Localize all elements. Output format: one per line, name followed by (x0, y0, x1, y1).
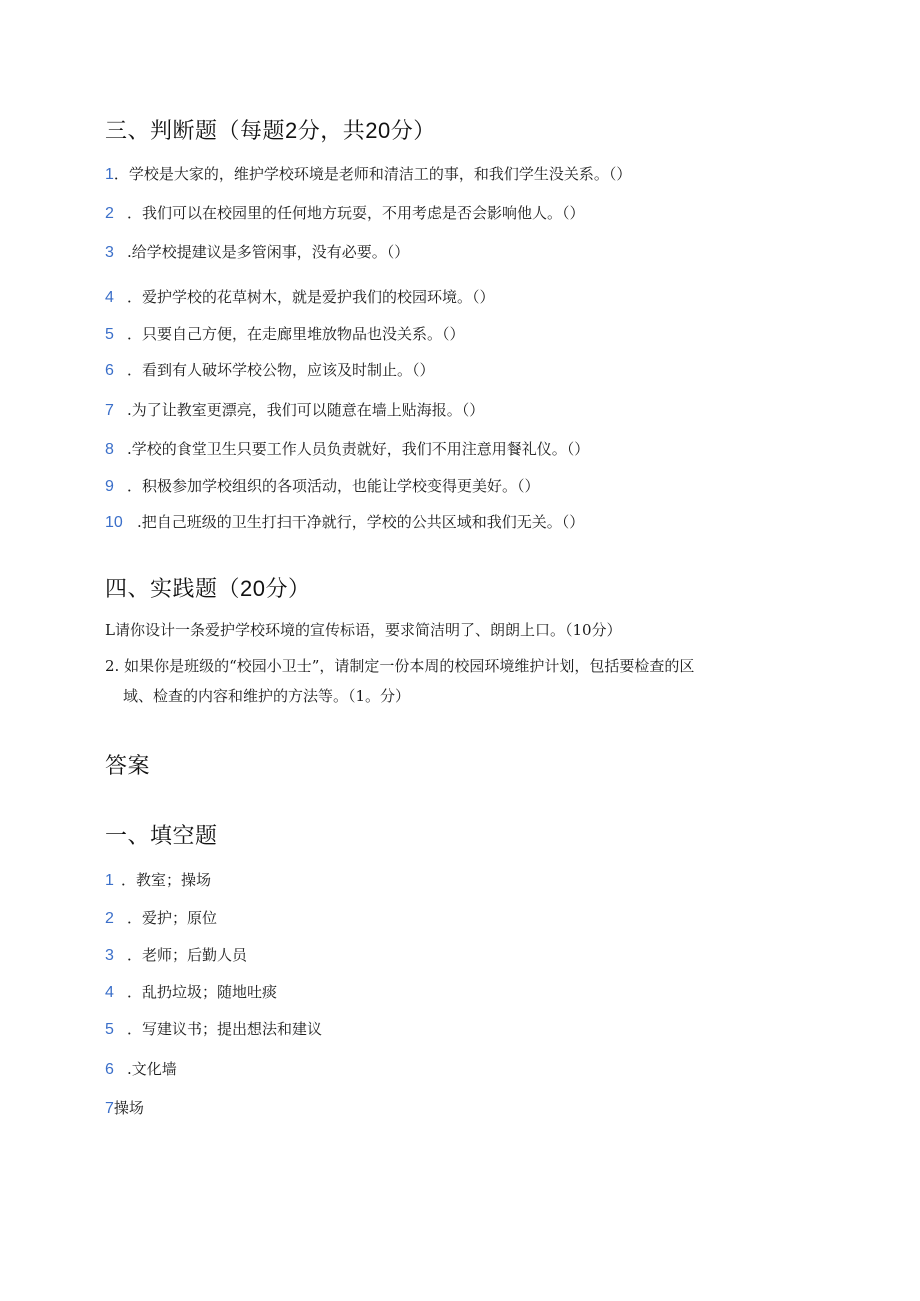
practice-question-2 (105, 651, 805, 711)
judgment-item (105, 323, 465, 344)
judgment-item (105, 163, 631, 184)
item-text: .为了让教室更漂亮，我们可以随意在墙上贴海报。（） (127, 401, 485, 419)
practice-question-1: L请你设计一条爱护学校环境的宣传标语，要求简洁明了、朗朗上口。（10分） (105, 621, 622, 639)
section3-title: 三、判断题（每题2分，共20分） (105, 118, 436, 143)
judgment-item (105, 511, 584, 532)
section4-title: 四、实践题（20分） (105, 576, 311, 601)
judgment-item (105, 475, 540, 496)
item-text: .给学校提建议是多管闲事，没有必要。（） (127, 243, 410, 261)
item-number: 2 (105, 910, 114, 927)
practice-question-2-line1: 2. 如果你是班级的“校园小卫士”，请制定一份本周的校园环境维护计划，包括要检查的区 (105, 657, 695, 675)
item-text: ．看到有人破坏学校公物，应该及时制止。（） (127, 361, 435, 379)
judgment-item (105, 399, 484, 420)
item-text: ．教室；操场 (121, 871, 212, 889)
item-text: ．积极参加学校组织的各项活动，也能让学校变得更美好。（） (127, 477, 540, 495)
item-number: 5 (105, 326, 114, 343)
item-text: ．爱护学校的花草树木，就是爱护我们的校园环境。（） (127, 288, 495, 306)
judgment-item (105, 286, 495, 307)
answers-title: 答案 (105, 753, 151, 778)
answer-item (105, 1018, 322, 1039)
item-text: ．学校是大家的，维护学校环境是老师和清洁工的事，和我们学生没关系。（） (113, 165, 632, 183)
item-number: 9 (105, 478, 114, 495)
item-text: .把自己班级的卫生打扫干净就行，学校的公共区域和我们无关。（） (137, 513, 585, 531)
judgment-item (105, 438, 589, 459)
item-text: .文化墙 (127, 1060, 177, 1078)
item-text: .学校的食堂卫生只要工作人员负责就好，我们不用注意用餐礼仪。（） (127, 440, 590, 458)
item-number: 5 (105, 1021, 114, 1038)
judgment-item (105, 359, 435, 380)
item-number: 1 (105, 166, 114, 183)
item-number: 6 (105, 362, 114, 379)
item-number: 2 (105, 205, 114, 222)
answers-section1-title: 一、填空题 (105, 823, 218, 848)
item-number: 3 (105, 244, 114, 261)
answer-item (105, 869, 211, 890)
item-text: 操场 (113, 1099, 144, 1117)
item-text: ．乱扔垃圾；随地吐痰 (127, 983, 278, 1001)
answer-item (105, 981, 277, 1002)
item-number: 7 (105, 1100, 114, 1117)
practice-question-2-line2: 域、检查的内容和维护的方法等。（1。分） (123, 687, 411, 705)
item-number: 4 (105, 984, 114, 1001)
answer-item (105, 907, 217, 928)
answer-item (105, 1058, 177, 1079)
item-text: ．写建议书；提出想法和建议 (127, 1020, 323, 1038)
item-text: ．爱护；原位 (127, 909, 218, 927)
item-number: 3 (105, 947, 114, 964)
item-number: 8 (105, 441, 114, 458)
item-text: ．只要自己方便，在走廊里堆放物品也没关系。（） (127, 325, 465, 343)
judgment-item (105, 202, 585, 223)
item-number: 7 (105, 402, 114, 419)
item-number: 6 (105, 1061, 114, 1078)
answer-item (105, 1097, 144, 1118)
answer-item (105, 944, 247, 965)
item-text: ．我们可以在校园里的任何地方玩耍，不用考虑是否会影响他人。（） (127, 204, 585, 222)
judgment-item (105, 241, 409, 262)
item-number: 1 (105, 872, 114, 889)
item-number: 10 (105, 514, 123, 531)
item-number: 4 (105, 289, 114, 306)
item-text: ．老师；后勤人员 (127, 946, 248, 964)
